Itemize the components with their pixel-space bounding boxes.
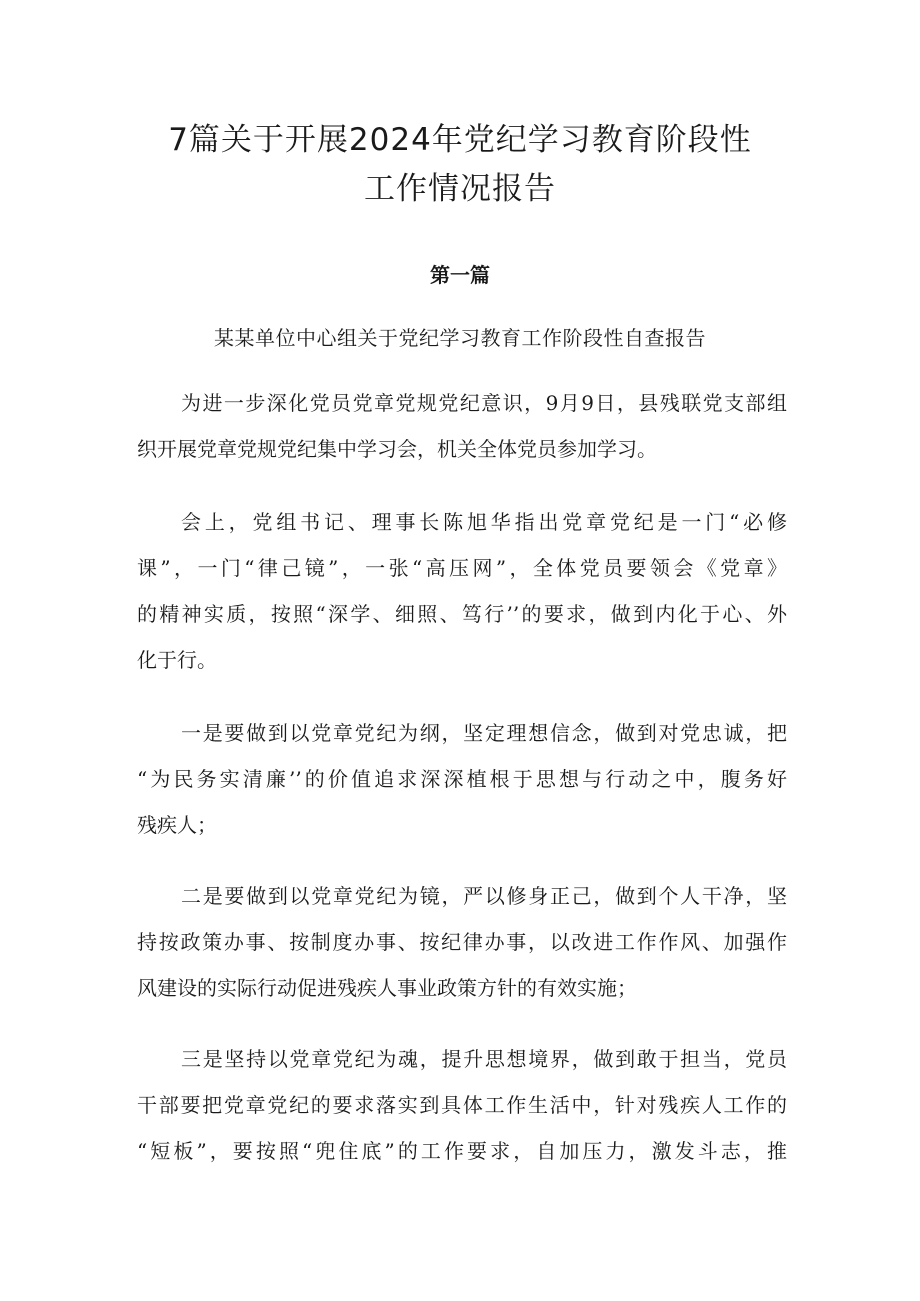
paragraph-line: 化于行。 <box>137 648 217 672</box>
paragraph-line: 干部要把党章党纪的要求落实到具体工作生活中，针对残疾人工作的 <box>137 1093 787 1117</box>
paragraph-line: 二是要做到以党章党纪为镜，严以修身正己，做到个人干净，坚 <box>181 884 787 908</box>
paragraph-5 <box>137 1036 787 1174</box>
paragraph-line: 的精神实质，按照“深学、细照、笃行’’的要求，做到内化于心、外 <box>137 602 787 626</box>
paragraph-line: 风建设的实际行动促进残疾人事业政策方针的有效实施； <box>137 976 637 1000</box>
paragraph-line: 织开展党章党规党纪集中学习会，机关全体党员参加学习。 <box>137 437 657 461</box>
paragraph-line: 三是坚持以党章党纪为魂，提升思想境界，做到敢于担当，党员 <box>181 1047 787 1071</box>
paragraph-line: 持按政策办事、按制度办事、按纪律办事，以改进工作作风、加强作 <box>137 930 787 954</box>
paragraph-line: 一是要做到以党章党纪为纲，坚定理想信念，做到对党忠诚，把 <box>181 721 787 745</box>
paragraph-line: 课”，一门“律己镜”，一张“高压网”，全体党员要领会《党章》 <box>137 556 787 580</box>
paragraph-3 <box>137 710 787 848</box>
paragraph-4 <box>137 873 787 1011</box>
document-title-line-1: 7篇关于开展2024年党纪学习教育阶段性 <box>168 122 752 158</box>
paragraph-line: 会上，党组书记、理事长陈旭华指出党章党纪是一门“必修 <box>181 510 787 534</box>
paragraph-2 <box>137 499 787 683</box>
section-heading: 第一篇 <box>430 263 490 287</box>
paragraph-1 <box>137 380 787 472</box>
paragraph-line: 残疾人； <box>137 813 217 837</box>
paragraph-line: “为民务实清廉’’的价值追求深深植根于思想与行动之中，腹务好 <box>137 767 787 791</box>
document-title-line-2: 工作情况报告 <box>364 171 556 207</box>
paragraph-line: 为进一步深化党员党章党规党纪意识，9月9日，县残联党支部组 <box>181 391 787 415</box>
report-subtitle: 某某单位中心组关于党纪学习教育工作阶段性自查报告 <box>214 326 706 350</box>
paragraph-line: “短板”，要按照“兜住底”的工作要求，自加压力，激发斗志，推 <box>137 1139 787 1163</box>
